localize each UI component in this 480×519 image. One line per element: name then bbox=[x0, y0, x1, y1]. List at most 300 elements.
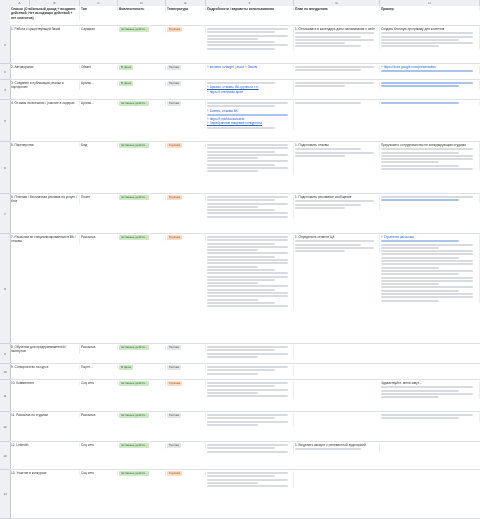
row-number[interactable]: 3 bbox=[0, 64, 10, 80]
text-placeholder bbox=[295, 39, 374, 41]
row-involvement[interactable] bbox=[118, 235, 166, 241]
text-placeholder bbox=[207, 424, 258, 426]
text-placeholder bbox=[207, 144, 288, 146]
row-name[interactable]: 9. Сотворчество на курсе bbox=[10, 365, 80, 369]
text-placeholder bbox=[207, 196, 288, 198]
text-placeholder bbox=[207, 421, 288, 423]
text-placeholder bbox=[207, 35, 288, 37]
row-temperature[interactable] bbox=[166, 143, 206, 149]
row-involvement[interactable] bbox=[118, 413, 166, 419]
temperature-chip[interactable]: Теплая bbox=[169, 413, 180, 417]
column-header-g[interactable]: G bbox=[294, 0, 380, 6]
row-name[interactable]: 8. Обучение для предпринимателей / экспертов bbox=[10, 345, 80, 354]
text-placeholder bbox=[381, 247, 439, 249]
temperature-chip[interactable]: Горячая bbox=[169, 471, 181, 475]
row-name[interactable]: 13. Участие в конкурсах bbox=[10, 471, 80, 475]
plan-line: 1. Подготовить отзывы bbox=[295, 143, 329, 147]
text-placeholder bbox=[295, 152, 374, 154]
text-placeholder bbox=[295, 66, 374, 68]
row-details[interactable] bbox=[206, 81, 294, 94]
header-example[interactable]: Пример bbox=[380, 7, 480, 11]
row-involvement[interactable] bbox=[118, 27, 166, 33]
row-type[interactable]: Соц сеть bbox=[80, 471, 118, 475]
text-placeholder bbox=[207, 28, 288, 30]
text-placeholder bbox=[381, 152, 459, 154]
row-details[interactable] bbox=[206, 235, 294, 309]
row-involvement[interactable] bbox=[118, 471, 166, 477]
text-placeholder bbox=[381, 386, 473, 388]
row-plan[interactable] bbox=[294, 195, 380, 210]
row-name[interactable]: 3. Создание и публикация реалки и портфолио bbox=[10, 81, 80, 90]
row-details[interactable] bbox=[206, 195, 294, 219]
column-header-e[interactable]: E bbox=[166, 0, 206, 6]
text-placeholder bbox=[207, 485, 288, 487]
row-plan[interactable] bbox=[294, 81, 380, 89]
temperature-chip[interactable]: Теплая bbox=[169, 443, 180, 447]
text-placeholder bbox=[207, 246, 288, 248]
text-placeholder bbox=[207, 266, 258, 268]
text-placeholder bbox=[207, 353, 288, 355]
text-placeholder bbox=[381, 290, 459, 292]
row-example[interactable] bbox=[380, 101, 480, 105]
text-placeholder bbox=[207, 206, 258, 208]
column-header-f[interactable]: F bbox=[206, 0, 294, 6]
text-placeholder bbox=[207, 417, 275, 419]
row-name[interactable]: 6. Платная / бесплатная реклама на услуги / блог bbox=[10, 195, 80, 204]
row-example[interactable] bbox=[380, 65, 480, 74]
temperature-chip[interactable]: Горячая bbox=[169, 195, 181, 199]
text-placeholder bbox=[207, 272, 288, 274]
text-placeholder bbox=[207, 447, 275, 449]
table-row[interactable] bbox=[10, 80, 480, 100]
row-details[interactable] bbox=[206, 65, 294, 69]
text-placeholder bbox=[207, 279, 275, 281]
text-placeholder bbox=[207, 256, 275, 258]
text-placeholder bbox=[207, 472, 288, 474]
table-row[interactable] bbox=[10, 234, 480, 344]
text-placeholder bbox=[295, 204, 361, 206]
details-link[interactable]: + Аркасы, отзывы, ВК-группы и т.п. bbox=[207, 85, 259, 90]
text-placeholder bbox=[295, 102, 361, 104]
text-placeholder bbox=[207, 127, 275, 129]
text-placeholder bbox=[207, 349, 275, 351]
row-number[interactable]: 7 bbox=[0, 194, 10, 234]
text-placeholder bbox=[207, 262, 288, 264]
text-placeholder bbox=[381, 70, 473, 72]
details-link[interactable]: + Бизнес, отзывы ВК bbox=[207, 108, 238, 113]
text-placeholder bbox=[207, 209, 275, 211]
text-placeholder bbox=[381, 277, 473, 279]
header-temperature[interactable]: Температура bbox=[166, 7, 206, 11]
row-plan[interactable] bbox=[294, 143, 380, 158]
row-plan[interactable] bbox=[294, 101, 380, 105]
text-placeholder bbox=[207, 302, 275, 304]
text-placeholder bbox=[381, 85, 459, 87]
text-placeholder bbox=[207, 369, 275, 371]
row-details[interactable] bbox=[206, 443, 294, 454]
text-placeholder bbox=[207, 392, 258, 394]
text-placeholder bbox=[207, 216, 288, 218]
text-placeholder bbox=[207, 299, 258, 301]
text-placeholder bbox=[381, 270, 473, 272]
temperature-chip[interactable]: Горячая bbox=[169, 27, 181, 31]
row-example[interactable] bbox=[380, 235, 480, 303]
row-name[interactable]: 4. Отзывы на внешних / участие в лидерах bbox=[10, 101, 80, 105]
row-temperature[interactable] bbox=[166, 443, 206, 449]
header-type[interactable]: Тип bbox=[80, 7, 118, 11]
involvement-chip[interactable]: Активные действ... bbox=[121, 143, 148, 147]
header-details[interactable]: Подробности / варианты использования bbox=[206, 7, 294, 11]
text-placeholder bbox=[207, 444, 288, 446]
text-placeholder bbox=[207, 199, 275, 201]
involvement-chip[interactable]: Активные действ... bbox=[121, 235, 148, 239]
text-placeholder bbox=[207, 259, 288, 261]
row-involvement[interactable] bbox=[118, 345, 166, 351]
text-placeholder bbox=[207, 105, 275, 107]
involvement-chip[interactable]: В фоне bbox=[121, 81, 132, 85]
row-name[interactable]: 11. Рассылка по студиям bbox=[10, 413, 80, 417]
text-placeholder bbox=[207, 167, 288, 169]
text-placeholder bbox=[207, 389, 288, 391]
temperature-chip[interactable]: Теплая bbox=[169, 65, 180, 69]
row-temperature[interactable] bbox=[166, 81, 206, 87]
text-placeholder bbox=[295, 36, 361, 38]
text-placeholder bbox=[381, 39, 459, 41]
text-placeholder bbox=[381, 260, 473, 262]
row-type[interactable]: Соц сеть bbox=[80, 381, 118, 385]
row-name[interactable]: 5. Партнерства bbox=[10, 143, 80, 147]
text-placeholder bbox=[207, 282, 258, 284]
row-details[interactable] bbox=[206, 381, 294, 398]
text-placeholder bbox=[207, 44, 288, 46]
row-temperature[interactable] bbox=[166, 65, 206, 71]
text-placeholder bbox=[207, 102, 288, 104]
text-placeholder bbox=[295, 42, 345, 44]
text-placeholder bbox=[207, 203, 288, 205]
row-temperature[interactable] bbox=[166, 235, 206, 241]
text-placeholder bbox=[381, 165, 459, 167]
text-placeholder bbox=[381, 257, 459, 259]
text-placeholder bbox=[207, 475, 275, 477]
temperature-chip[interactable]: Теплая bbox=[169, 81, 180, 85]
text-placeholder bbox=[381, 36, 473, 38]
row-involvement[interactable] bbox=[118, 381, 166, 387]
row-number[interactable]: 6 bbox=[0, 142, 10, 194]
header-name[interactable]: Список (Стабильный доход + воздвиги действий. Нет исходящих действий + нет клиентов) bbox=[10, 7, 80, 20]
row-name[interactable]: 7. Рассылки по специализированным в ВК / отзывы bbox=[10, 235, 80, 244]
involvement-chip[interactable]: Активные действ... bbox=[121, 381, 148, 385]
row-details[interactable] bbox=[206, 365, 294, 376]
text-placeholder bbox=[381, 390, 459, 392]
text-placeholder bbox=[381, 148, 473, 150]
text-placeholder bbox=[295, 155, 345, 157]
row-plan[interactable] bbox=[294, 65, 380, 73]
row-temperature[interactable] bbox=[166, 413, 206, 419]
column-header-c[interactable]: C bbox=[80, 0, 118, 6]
text-placeholder bbox=[381, 253, 473, 255]
involvement-chip[interactable]: Активные действ... bbox=[121, 101, 148, 105]
example-line: Создать блочную программу для клиентов bbox=[381, 27, 445, 31]
table-row[interactable] bbox=[10, 412, 480, 442]
temperature-chip[interactable]: Теплая bbox=[169, 345, 180, 349]
row-type[interactable]: Рассылка bbox=[80, 235, 118, 239]
text-placeholder bbox=[207, 382, 288, 384]
row-temperature[interactable] bbox=[166, 345, 206, 351]
text-placeholder bbox=[381, 161, 439, 163]
example-link[interactable]: + https://docs.google.com/presentation bbox=[381, 65, 436, 69]
example-link[interactable]: + Стратегия рассылки bbox=[381, 235, 414, 239]
involvement-chip[interactable]: Активные действ... bbox=[121, 413, 148, 417]
text-placeholder bbox=[381, 102, 459, 104]
text-placeholder bbox=[207, 239, 288, 241]
column-header-h[interactable]: H bbox=[380, 0, 480, 6]
text-placeholder bbox=[381, 196, 473, 198]
text-placeholder bbox=[381, 393, 473, 395]
row-example[interactable] bbox=[380, 381, 480, 399]
text-placeholder bbox=[381, 417, 459, 419]
row-involvement[interactable] bbox=[118, 101, 166, 107]
row-name[interactable]: 12. LinkedIn bbox=[10, 443, 80, 447]
text-placeholder bbox=[207, 48, 275, 50]
text-placeholder bbox=[295, 207, 345, 209]
temperature-chip[interactable]: Горячая bbox=[169, 235, 181, 239]
text-placeholder bbox=[381, 82, 473, 84]
row-involvement[interactable] bbox=[118, 65, 166, 71]
row-number[interactable]: 4 bbox=[0, 80, 10, 100]
text-placeholder bbox=[207, 356, 258, 358]
temperature-chip[interactable]: Теплая bbox=[169, 101, 180, 105]
column-header-a[interactable]: A bbox=[10, 0, 30, 6]
text-placeholder bbox=[381, 42, 473, 44]
row-example[interactable] bbox=[380, 27, 480, 49]
involvement-chip[interactable]: Активные действ... bbox=[121, 195, 148, 199]
row-example[interactable] bbox=[380, 143, 480, 171]
table-row[interactable] bbox=[10, 380, 480, 412]
text-placeholder bbox=[207, 38, 258, 40]
row-temperature[interactable] bbox=[166, 195, 206, 201]
text-placeholder bbox=[207, 346, 288, 348]
text-placeholder bbox=[381, 296, 473, 298]
row-type[interactable]: Обмен bbox=[80, 65, 118, 69]
row-number[interactable]: 13 bbox=[0, 442, 10, 470]
row-temperature[interactable] bbox=[166, 381, 206, 387]
row-details[interactable] bbox=[206, 143, 294, 174]
text-placeholder bbox=[207, 305, 288, 307]
text-placeholder bbox=[295, 244, 361, 246]
row-details[interactable] bbox=[206, 345, 294, 359]
row-type[interactable]: Сарафан bbox=[80, 27, 118, 31]
text-placeholder bbox=[381, 158, 473, 160]
column-header-d[interactable]: D bbox=[118, 0, 166, 6]
details-link[interactable]: + seoamo.ru/target | ascut + Земля bbox=[207, 65, 258, 69]
text-placeholder bbox=[207, 249, 258, 251]
header-involvement[interactable]: Вовлеченность bbox=[118, 7, 166, 11]
row-details[interactable] bbox=[206, 101, 294, 130]
row-name[interactable]: 10. Комментинг bbox=[10, 381, 80, 385]
text-placeholder bbox=[207, 373, 258, 375]
text-placeholder bbox=[295, 85, 345, 87]
text-placeholder bbox=[207, 236, 288, 238]
row-plan[interactable] bbox=[294, 235, 380, 253]
text-placeholder bbox=[381, 199, 459, 201]
row-example[interactable] bbox=[380, 81, 480, 89]
text-placeholder bbox=[207, 366, 288, 368]
text-placeholder bbox=[295, 32, 374, 34]
text-placeholder bbox=[381, 396, 439, 398]
text-placeholder bbox=[207, 292, 288, 294]
text-placeholder bbox=[295, 200, 374, 202]
text-placeholder bbox=[207, 243, 275, 245]
text-placeholder bbox=[207, 289, 275, 291]
involvement-chip[interactable]: Активные действ... bbox=[121, 27, 148, 31]
row-type[interactable]: Рассылка bbox=[80, 413, 118, 417]
row-involvement[interactable] bbox=[118, 195, 166, 201]
table-row[interactable] bbox=[10, 364, 480, 380]
row-number[interactable]: 12 bbox=[0, 412, 10, 442]
involvement-chip[interactable]: Активные действ... bbox=[121, 443, 148, 447]
table-row[interactable] bbox=[10, 442, 480, 470]
text-placeholder bbox=[295, 448, 361, 450]
involvement-chip[interactable]: В фоне bbox=[121, 65, 132, 69]
header-plan[interactable]: План по внедрению bbox=[294, 7, 380, 11]
row-involvement[interactable] bbox=[118, 143, 166, 149]
involvement-chip[interactable]: Активные действ... bbox=[121, 471, 148, 475]
temperature-chip[interactable]: Горячая bbox=[169, 381, 181, 385]
row-temperature[interactable] bbox=[166, 27, 206, 33]
text-placeholder bbox=[381, 273, 459, 275]
row-name[interactable]: 2. Автоворонки bbox=[10, 65, 80, 69]
text-placeholder bbox=[295, 148, 361, 150]
text-placeholder bbox=[207, 154, 288, 156]
text-placeholder bbox=[295, 240, 374, 242]
text-placeholder bbox=[381, 414, 473, 416]
text-placeholder bbox=[381, 45, 439, 47]
table-row[interactable] bbox=[10, 100, 480, 142]
table-row[interactable] bbox=[10, 344, 480, 364]
text-placeholder bbox=[207, 285, 288, 287]
text-placeholder bbox=[381, 280, 473, 282]
text-placeholder bbox=[381, 244, 473, 246]
involvement-chip[interactable]: Активные действ... bbox=[121, 345, 148, 349]
text-placeholder bbox=[381, 293, 473, 295]
text-placeholder bbox=[207, 295, 288, 297]
text-placeholder bbox=[381, 168, 473, 170]
text-placeholder bbox=[207, 31, 275, 33]
text-placeholder bbox=[295, 250, 345, 252]
row-type[interactable]: Бюд bbox=[80, 143, 118, 147]
details-link[interactable]: + https://t.me/kbc/aa/cabbi bbox=[207, 117, 245, 122]
text-placeholder bbox=[295, 82, 374, 84]
table-row[interactable] bbox=[10, 26, 480, 64]
row-type[interactable]: Платн bbox=[80, 195, 118, 199]
temperature-chip[interactable]: Теплая bbox=[169, 365, 180, 369]
row-number[interactable]: 10 bbox=[0, 364, 10, 380]
row-temperature[interactable] bbox=[166, 471, 206, 477]
text-placeholder bbox=[381, 240, 459, 242]
details-link[interactable]: + https://t.me/studio-sport bbox=[207, 89, 244, 94]
text-placeholder bbox=[207, 482, 258, 484]
text-placeholder bbox=[295, 247, 374, 249]
text-placeholder bbox=[207, 276, 288, 278]
row-details[interactable] bbox=[206, 27, 294, 51]
row-number[interactable]: 5 bbox=[0, 100, 10, 142]
row-type[interactable]: Соц сеть bbox=[80, 443, 118, 447]
row-number[interactable]: 2 bbox=[0, 26, 10, 64]
row-example[interactable] bbox=[380, 413, 480, 421]
table-header-row bbox=[10, 6, 480, 26]
text-placeholder bbox=[207, 451, 288, 453]
text-placeholder bbox=[207, 395, 288, 397]
row-example[interactable] bbox=[380, 195, 480, 203]
text-placeholder bbox=[207, 82, 275, 84]
column-header-b[interactable]: B bbox=[30, 0, 80, 6]
row-type[interactable]: Рассылка bbox=[80, 345, 118, 349]
text-placeholder bbox=[207, 164, 275, 166]
plan-line: 1. Подготовить рекламное сообщение bbox=[295, 195, 352, 199]
example-line: Здравствуйте, меня зовут... bbox=[381, 381, 422, 385]
table-row[interactable] bbox=[10, 470, 480, 519]
text-placeholder bbox=[207, 414, 288, 416]
plan-line: 1. Отписывать в календарь даты напоминания о себе bbox=[295, 27, 375, 31]
involvement-chip[interactable]: В фоне bbox=[121, 365, 132, 369]
text-placeholder bbox=[381, 155, 473, 157]
row-involvement[interactable] bbox=[118, 81, 166, 87]
row-details[interactable] bbox=[206, 413, 294, 427]
row-involvement[interactable] bbox=[118, 443, 166, 449]
row-number[interactable]: 8 bbox=[0, 234, 10, 344]
text-placeholder bbox=[295, 69, 361, 71]
text-placeholder bbox=[295, 45, 361, 47]
text-placeholder bbox=[207, 147, 288, 149]
row-type[interactable]: Партн... bbox=[80, 365, 118, 369]
row-involvement[interactable] bbox=[118, 365, 166, 371]
row-type[interactable]: Аргизи... bbox=[80, 101, 118, 105]
row-plan[interactable] bbox=[294, 443, 380, 452]
temperature-chip[interactable]: Горячая bbox=[169, 143, 181, 147]
row-plan[interactable] bbox=[294, 27, 380, 49]
text-placeholder bbox=[207, 114, 288, 116]
text-placeholder bbox=[381, 300, 439, 302]
text-placeholder bbox=[381, 267, 439, 269]
row-temperature[interactable] bbox=[166, 101, 206, 107]
row-type[interactable]: Аргизи... bbox=[80, 81, 118, 85]
text-placeholder bbox=[381, 32, 473, 34]
example-line: Предложить сотрудничество не конкурирующим студиям bbox=[381, 143, 466, 147]
plan-line: 1. Выделить аккаунт с релевантной аудиторией bbox=[295, 443, 366, 447]
text-placeholder bbox=[381, 250, 473, 252]
plan-line: 1. Определить сегмент ЦА bbox=[295, 235, 335, 239]
row-number[interactable]: 11 bbox=[0, 380, 10, 412]
row-details[interactable] bbox=[206, 471, 294, 488]
details-link[interactable]: + Чарабранные пищевые конкурента bbox=[207, 121, 262, 126]
row-temperature[interactable] bbox=[166, 365, 206, 371]
row-number[interactable]: 9 bbox=[0, 344, 10, 364]
table-row[interactable] bbox=[10, 194, 480, 234]
text-placeholder bbox=[207, 170, 258, 172]
text-placeholder bbox=[381, 283, 439, 285]
text-placeholder bbox=[207, 252, 288, 254]
text-placeholder bbox=[207, 160, 288, 162]
text-placeholder bbox=[207, 41, 275, 43]
row-number[interactable]: 14 bbox=[0, 470, 10, 519]
table-row[interactable] bbox=[10, 142, 480, 194]
text-placeholder bbox=[207, 151, 275, 153]
text-placeholder bbox=[381, 286, 473, 288]
row-name[interactable]: 1. Работа с существующей базой bbox=[10, 27, 80, 31]
table-row[interactable] bbox=[10, 64, 480, 80]
text-placeholder bbox=[207, 385, 275, 387]
text-placeholder bbox=[207, 157, 258, 159]
